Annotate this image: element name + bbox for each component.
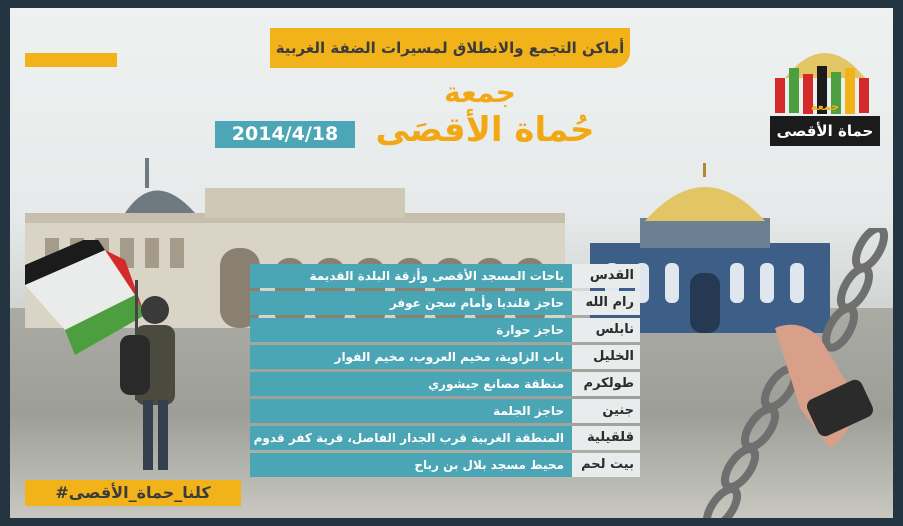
place-label: حاجز حوارة [250,318,572,342]
city-label: جنين [572,399,640,423]
hashtag-banner: #كلنا_حماة_الأقصى [25,480,241,506]
title-line1: جمعة [444,76,516,109]
table-row [250,453,640,477]
table-row [250,264,640,288]
logo-text-line1: جمعة [810,100,840,113]
place-label: حاجز الجلمة [250,399,572,423]
city-label: بيت لحم [572,453,640,477]
table-row [250,372,640,396]
place-label: منطقة مصانع جيشوري [250,372,572,396]
flag-figure-image [25,240,195,480]
table-row [250,318,640,342]
city-label: طولكرم [572,372,640,396]
city-label: نابلس [572,318,640,342]
poster [10,8,893,518]
logo-text-line2: حماة الأقصى [776,122,874,140]
place-label: المنطقة الغربية قرب الجدار الفاصل، قرية كفر قدوم [250,426,572,450]
decorative-bar [25,53,117,67]
place-label: محيط مسجد بلال بن رباح [250,453,572,477]
city-label: القدس [572,264,640,288]
city-label: قلقيلية [572,426,640,450]
locations-table [250,264,640,480]
logo [765,38,885,148]
subtitle-banner: أماكن التجمع والانطلاق لمسيرات الضفة الغربية [270,28,630,68]
table-row [250,399,640,423]
table-row [250,426,640,450]
broken-chain-hand-image [700,228,890,518]
table-row [250,291,640,315]
place-label: باحات المسجد الأقصى وأزقة البلدة القديمة [250,264,572,288]
city-label: الخليل [572,345,640,369]
table-row [250,345,640,369]
title-line2: حُماة الأقصَى [375,110,595,150]
date-badge: 2014/4/18 [215,121,355,148]
city-label: رام الله [572,291,640,315]
place-label: باب الزاوية، مخيم العروب، مخيم الفوار [250,345,572,369]
place-label: حاجز قلنديا وأمام سجن عوفر [250,291,572,315]
